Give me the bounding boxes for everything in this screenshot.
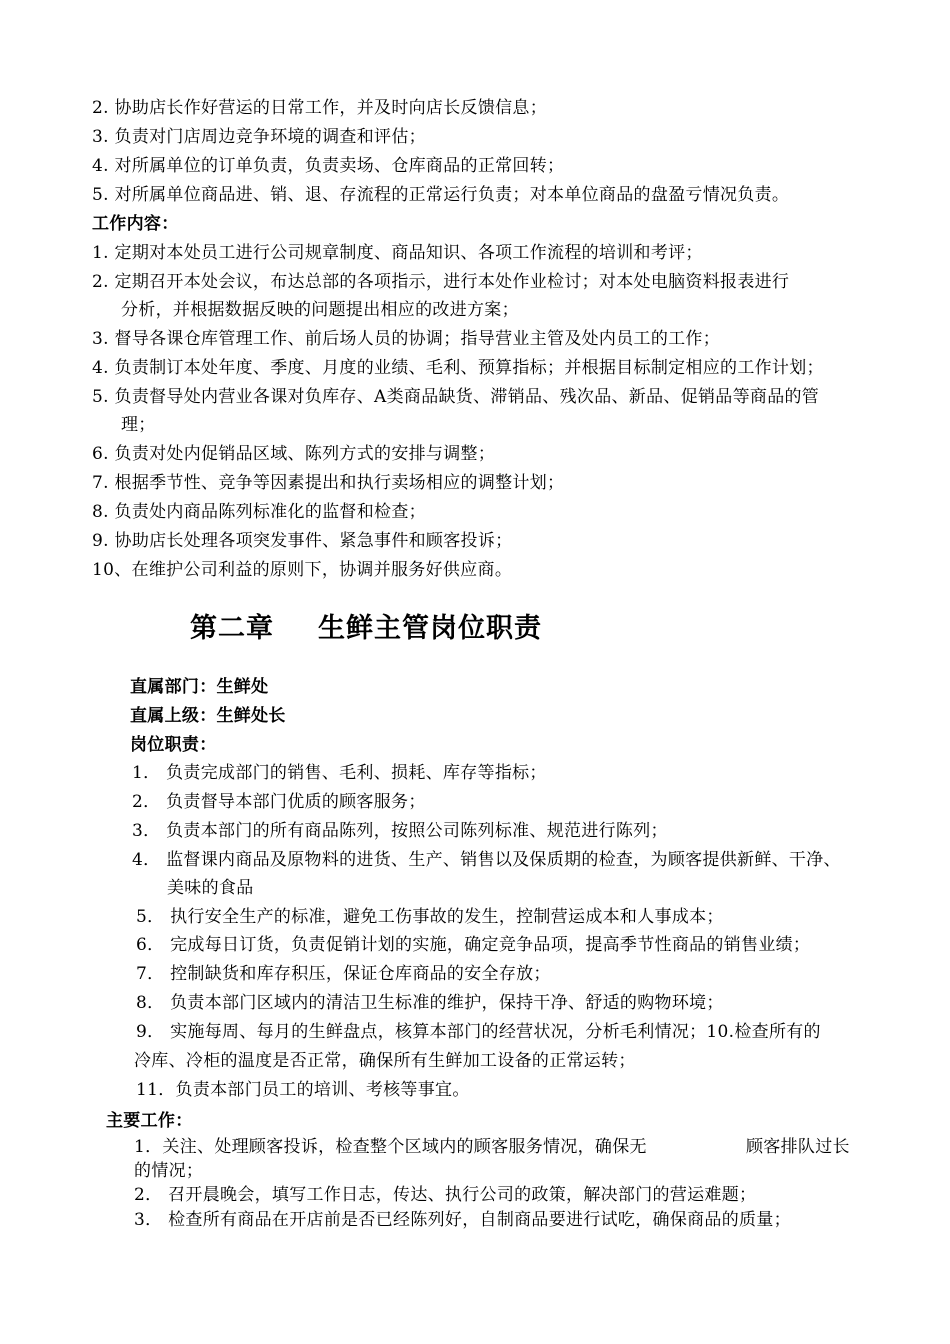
fresh-duty-6: 6． 完成每日订货，负责促销计划的实施，确定竞争品项，提高季节性商品的销售业绩； bbox=[136, 935, 811, 955]
main-work-1-tail: 顾客排队过长 bbox=[746, 1137, 850, 1157]
fresh-duty-4: 4． 监督课内商品及原物料的进货、生产、销售以及保质期的检查，为顾客提供新鲜、干净、 bbox=[132, 850, 841, 870]
fresh-duty-3: 3． 负责本部门的所有商品陈列，按照公司陈列标准、规范进行陈列； bbox=[132, 821, 668, 841]
duty-item-5: 5. 对所属单位商品进、销、退、存流程的正常运行负责；对本单位商品的盘盈亏情况负责。 bbox=[92, 185, 790, 205]
work-item-8: 8. 负责处内商品陈列标准化的监督和检查； bbox=[92, 502, 426, 522]
work-item-5-cont: 理； bbox=[121, 415, 156, 435]
duty-item-3: 3. 负责对门店周边竞争环境的调查和评估； bbox=[92, 127, 426, 147]
fresh-duty-9-cont: 冷库、冷柜的温度是否正常，确保所有生鲜加工设备的正常运转； bbox=[134, 1051, 636, 1071]
main-work-3: 3． 检查所有商品在开店前是否已经陈列好，自制商品要进行试吃，确保商品的质量； bbox=[134, 1210, 791, 1230]
duty-heading: 岗位职责： bbox=[130, 735, 217, 755]
fresh-duty-9: 9． 实施每周、每月的生鲜盘点，核算本部门的经营状况，分析毛利情况；10.检查所有的 bbox=[136, 1022, 821, 1042]
main-work-heading: 主要工作： bbox=[106, 1111, 193, 1131]
main-work-1-cont: 的情况； bbox=[134, 1161, 204, 1181]
main-work-2: 2． 召开晨晚会，填写工作日志，传达、执行公司的政策，解决部门的营运难题； bbox=[134, 1185, 757, 1205]
main-work-1: 1．关注、处理顾客投诉，检查整个区域内的顾客服务情况，确保无 bbox=[134, 1137, 647, 1157]
direct-department: 直属部门：生鲜处 bbox=[130, 677, 269, 697]
fresh-duty-11: 11．负责本部门员工的培训、考核等事宜。 bbox=[136, 1080, 470, 1100]
work-item-7: 7. 根据季节性、竞争等因素提出和执行卖场相应的调整计划； bbox=[92, 473, 565, 493]
fresh-duty-7: 7． 控制缺货和库存积压，保证仓库商品的安全存放； bbox=[136, 964, 551, 984]
duty-item-2: 2. 协助店长作好营运的日常工作，并及时向店长反馈信息； bbox=[92, 98, 548, 118]
work-item-4: 4. 负责制订本处年度、季度、月度的业绩、毛利、预算指标；并根据目标制定相应的工作计划； bbox=[92, 358, 824, 378]
work-item-5: 5. 负责督导处内营业各课对负库存、A类商品缺货、滞销品、残次品、新品、促销品等商品的管 bbox=[92, 387, 820, 407]
fresh-duty-4-cont: 美味的食品 bbox=[167, 878, 254, 898]
work-item-3: 3. 督导各课仓库管理工作、前后场人员的协调；指导营业主管及处内员工的工作； bbox=[92, 329, 721, 349]
work-item-9: 9. 协助店长处理各项突发事件、紧急事件和顾客投诉； bbox=[92, 531, 513, 551]
work-item-1: 1. 定期对本处员工进行公司规章制度、商品知识、各项工作流程的培训和考评； bbox=[92, 243, 703, 263]
direct-superior: 直属上级：生鲜处长 bbox=[130, 706, 286, 726]
duty-item-4: 4. 对所属单位的订单负责，负责卖场、仓库商品的正常回转； bbox=[92, 156, 565, 176]
fresh-duty-1: 1． 负责完成部门的销售、毛利、损耗、库存等指标； bbox=[132, 763, 547, 783]
chapter-title bbox=[190, 606, 542, 645]
work-item-2-cont: 分析，并根据数据反映的问题提出相应的改进方案； bbox=[121, 300, 519, 320]
work-item-10: 10、在维护公司利益的原则下，协调并服务好供应商。 bbox=[92, 560, 513, 580]
chapter-name: 生鲜主管岗位职责 bbox=[318, 613, 542, 644]
work-content-heading: 工作内容： bbox=[92, 214, 179, 234]
work-item-2: 2. 定期召开本处会议，布达总部的各项指示，进行本处作业检讨；对本处电脑资料报表进行 bbox=[92, 272, 790, 292]
fresh-duty-8: 8． 负责本部门区域内的清洁卫生标准的维护，保持干净、舒适的购物环境； bbox=[136, 993, 724, 1013]
fresh-duty-5: 5． 执行安全生产的标准，避免工伤事故的发生，控制营运成本和人事成本； bbox=[136, 907, 724, 927]
work-item-6: 6. 负责对处内促销品区域、陈列方式的安排与调整； bbox=[92, 444, 496, 464]
fresh-duty-2: 2． 负责督导本部门优质的顾客服务； bbox=[132, 792, 426, 812]
chapter-number: 第二章 bbox=[190, 613, 274, 644]
